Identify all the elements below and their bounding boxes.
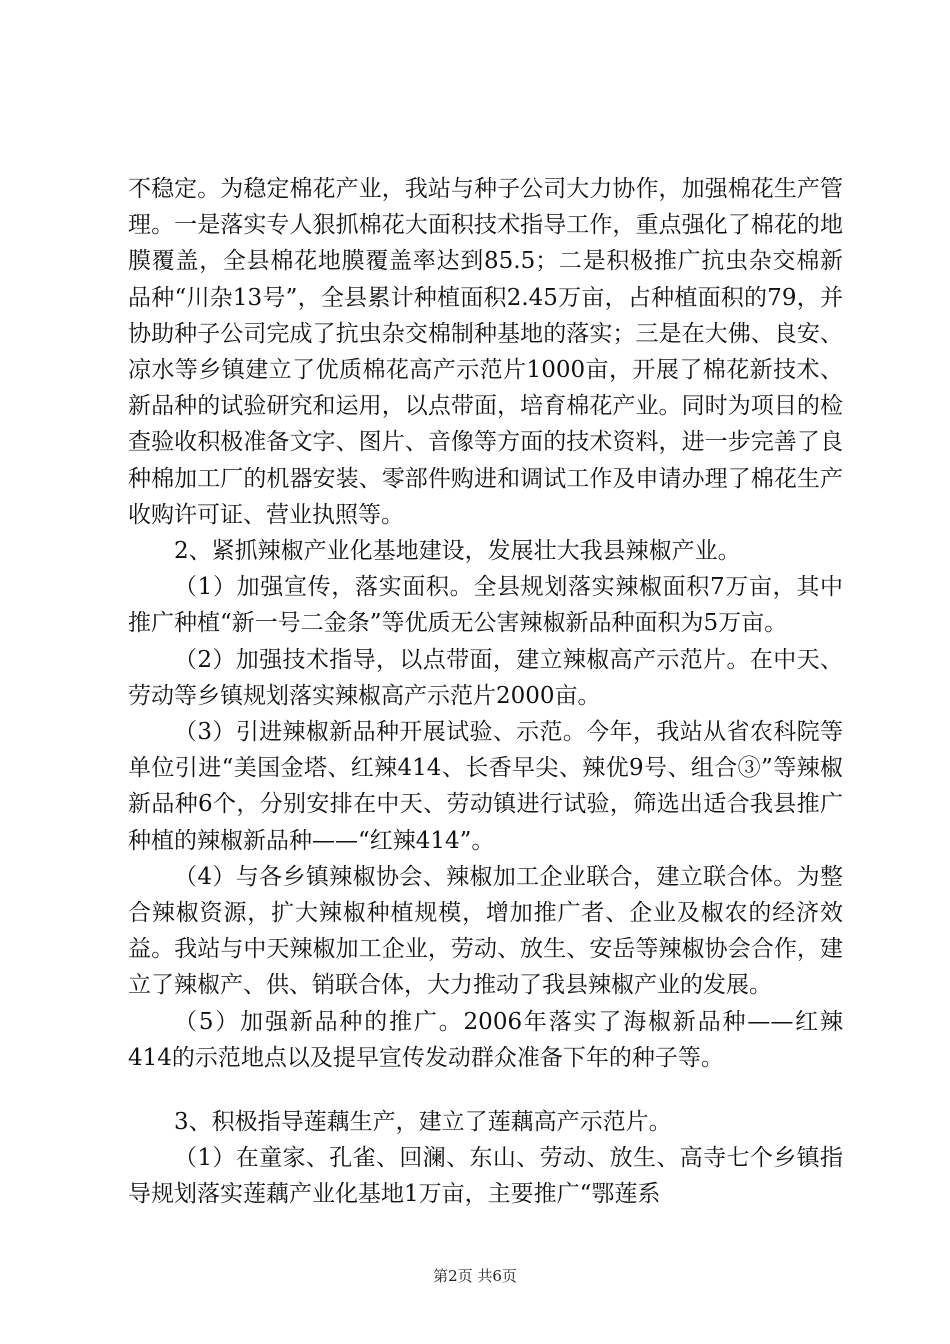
paragraph-chili-publicity: （1）加强宣传，落实面积。全县规划落实辣椒面积7万亩，其中推广种植“新一号二金条”等优质无公害辣椒新品种面积为5万亩。 [128,574,843,637]
paragraph-chili-alliance: （4）与各乡镇辣椒协会、辣椒加工企业联合，建立联合体。为整合辣椒资源，扩大辣椒种植规模，增加推广者、企业及椒农的经济效益。我站与中天辣椒加工企业，劳动、放生、安岳等辣椒协会合作，建立了辣椒产、供、销联合体，大力推动了我县辣椒产业的发展。 [128,863,843,999]
document-body [128,171,843,1213]
paragraph-spacer [128,1076,843,1104]
page-number-footer: 第2页 共6页 [433,1267,517,1285]
heading-lotus-root: 3、积极指导莲藕生产，建立了莲藕高产示范片。 [174,1109,672,1136]
heading-chili-industry: 2、紧抓辣椒产业化基地建设，发展壮大我县辣椒产业。 [174,538,741,565]
paragraph-cotton-management: 不稳定。为稳定棉花产业，我站与种子公司大力协作，加强棉花生产管理。一是落实专人狠抓棉花大面积技术指导工作，重点强化了棉花的地膜覆盖，全县棉花地膜覆盖率达到85.5；二是积极推广抗虫杂交棉新品种“川杂13号”，全县累计种植面积2.45万亩，占种植面积的79，并协助种子公司完成了抗虫杂交棉制种基地的落实；三是在大佛、良安、凉水等乡镇建立了优质棉花高产示范片1000亩，开展了棉花新技术、新品种的试验研究和运用，以点带面，培育棉花产业。同时为项目的检查验收积极准备文字、图片、音像等方面的技术资料，进一步完善了良种棉加工厂的机器安装、零部件购进和调试工作及申请办理了棉花生产收购许可证、营业执照等。 [128,176,843,528]
paragraph-chili-new-varieties: （3）引进辣椒新品种开展试验、示范。今年，我站从省农科院等单位引进“美国金塔、红辣414、长香早尖、辣优9号、组合③”等辣椒新品种6个，分别安排在中天、劳动镇进行试验，筛选出适合我县推广种植的辣椒新品种——“红辣414”。 [128,719,843,854]
paragraph-chili-technical-guidance: （2）加强技术指导，以点带面，建立辣椒高产示范片。在中天、劳动等乡镇规划落实辣椒高产示范片2000亩。 [128,646,843,709]
paragraph-lotus-root-base: （1）在童家、孔雀、回澜、东山、劳动、放生、高寺七个乡镇指导规划落实莲藕产业化基地1万亩，主要推广“鄂莲系 [128,1145,843,1208]
paragraph-chili-promotion: （5）加强新品种的推广。2006年落实了海椒新品种——红辣414的示范地点以及提早宣传发动群众准备下年的种子等。 [128,1008,843,1071]
